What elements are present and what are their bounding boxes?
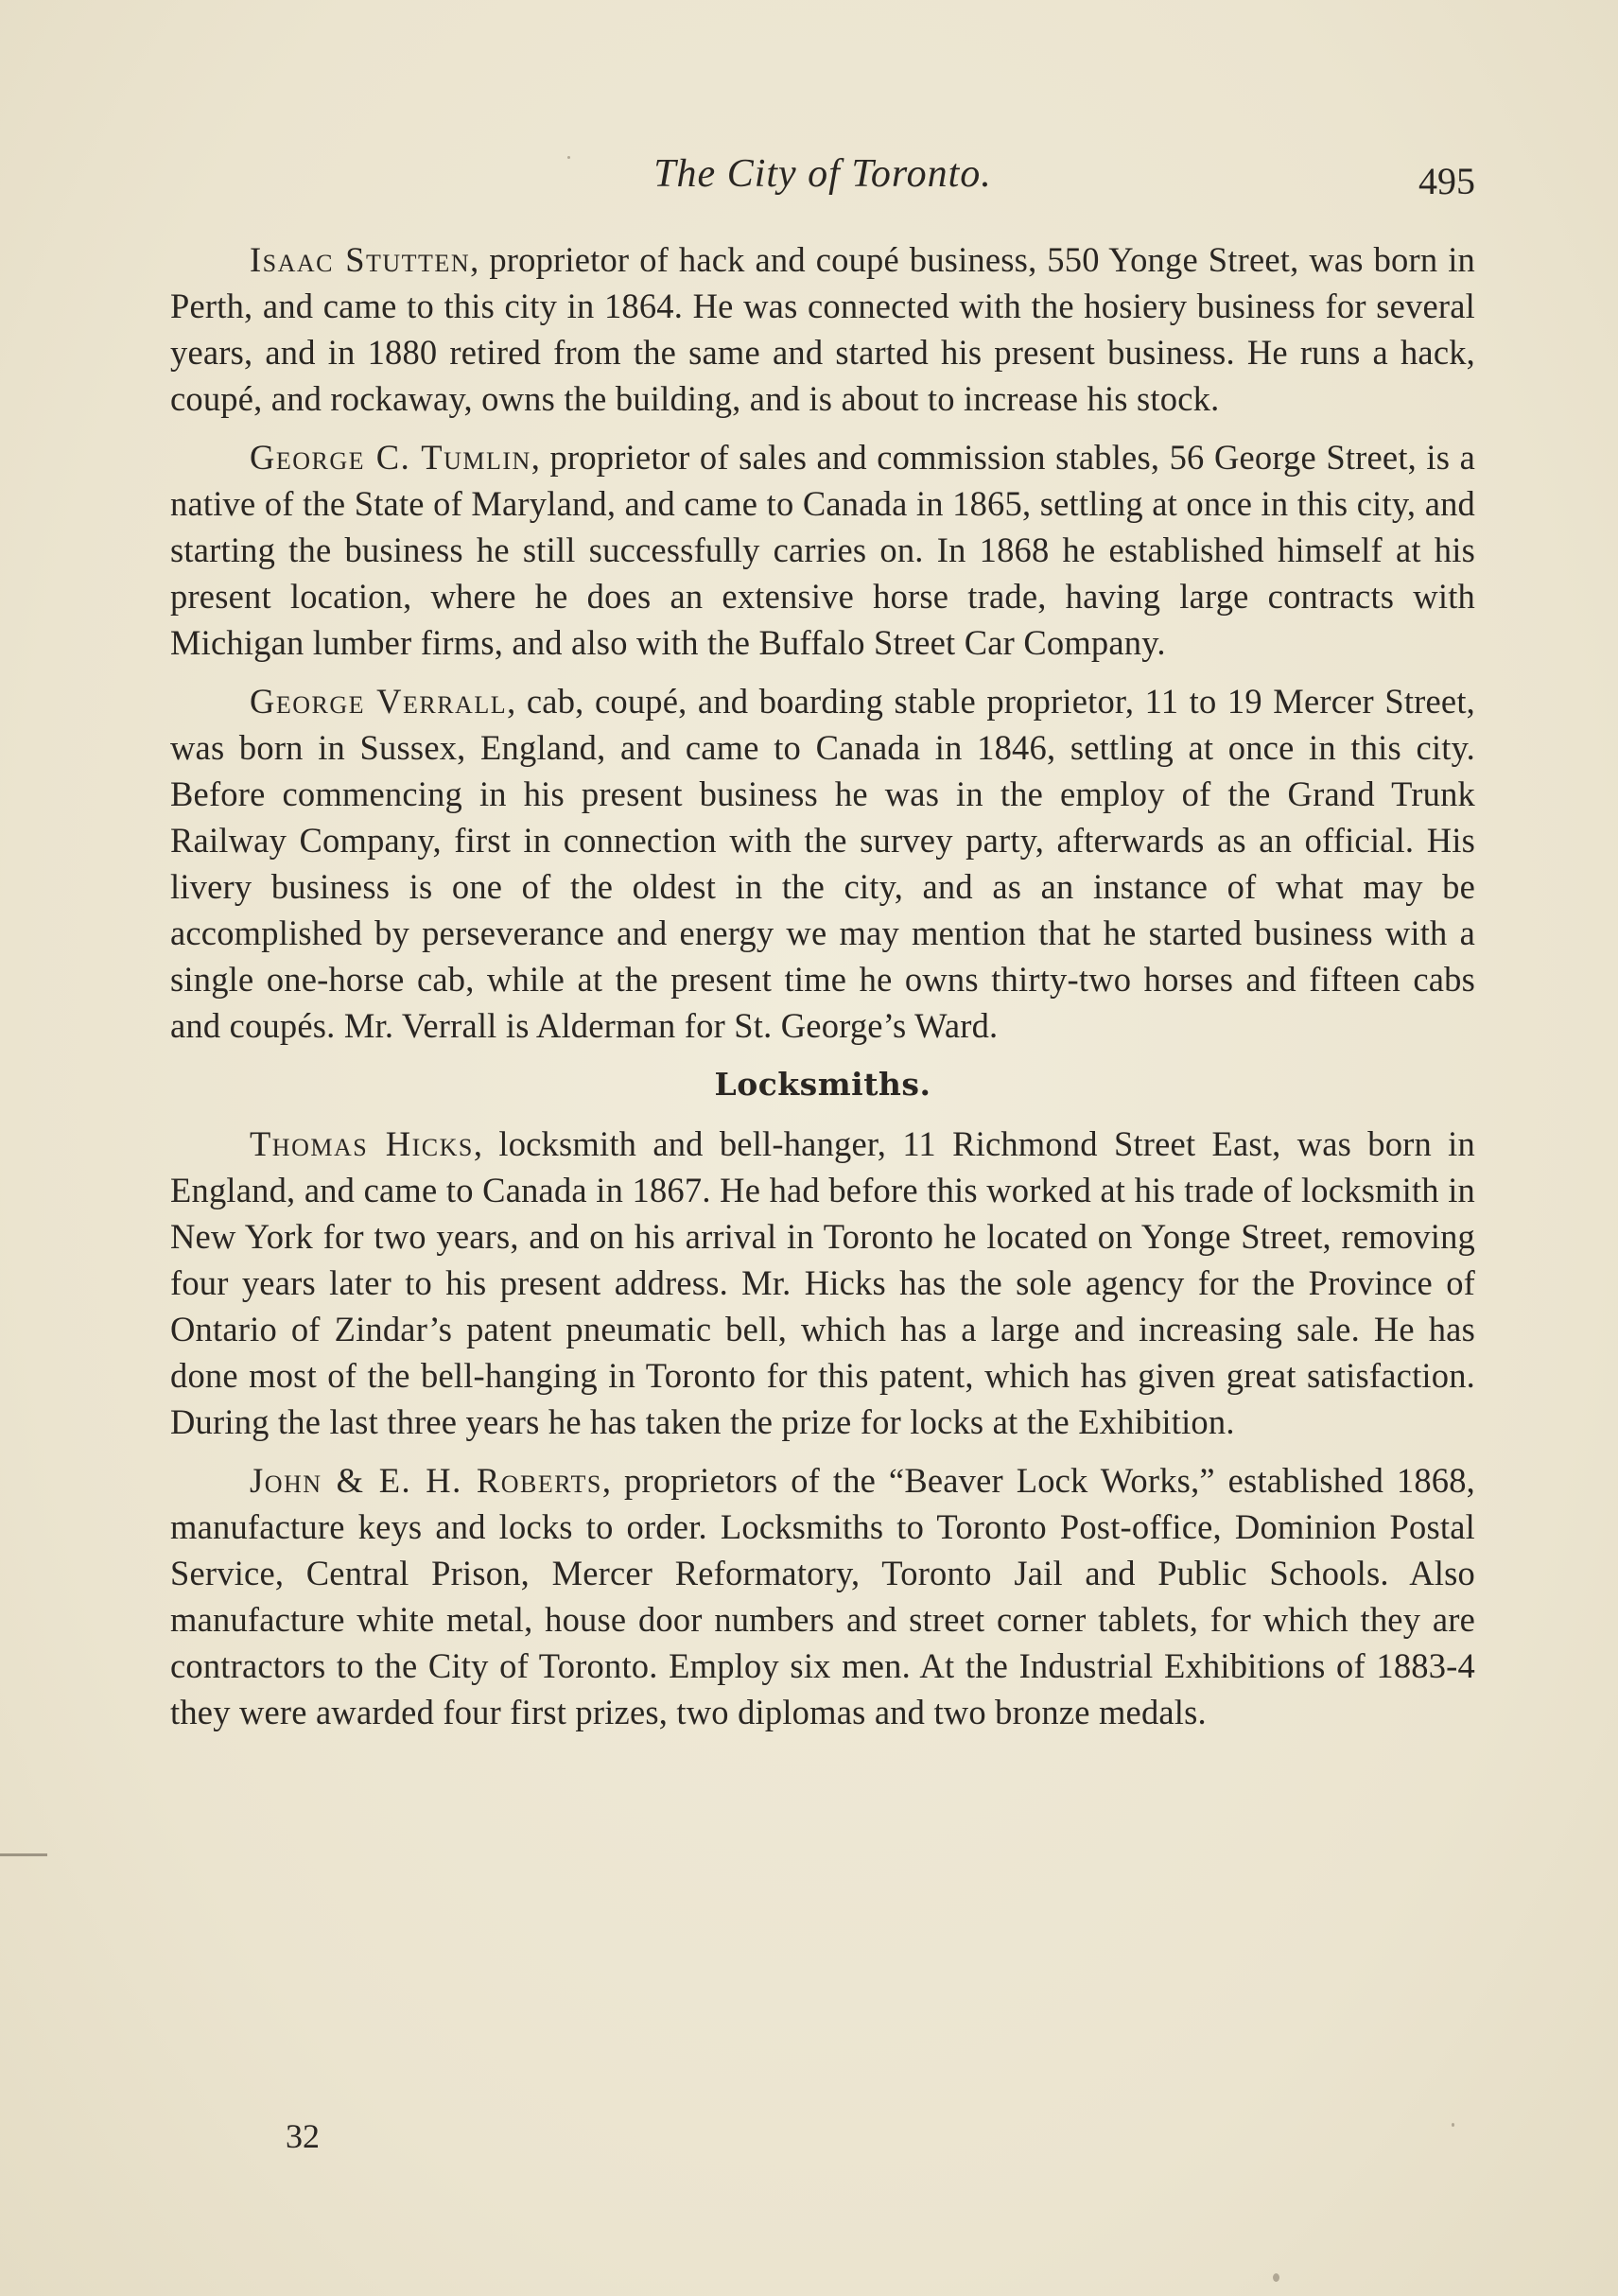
entry-name: George C. Tumlin <box>250 438 531 477</box>
entry-text: , proprietor of sales and commission stables, 56 George Street, is a native of the State of Maryland, and came to Canada in 1865, settling at once in this city, and starting the business he still successfully carries on. In 1868 he established himself at his present location, where he does an extensive horse trade, having large contracts with Michigan lumber firms, and also with the Buffalo Street Car Company. <box>170 438 1475 662</box>
entry-roberts <box>170 1457 1475 1735</box>
entry-name: John & E. H. Roberts <box>250 1461 602 1500</box>
paper-speck <box>1273 2273 1279 2282</box>
entry-george-verrall <box>170 678 1475 1049</box>
entry-text: , cab, coupé, and boarding stable proprietor, 11 to 19 Mercer Street, was born in Sussex, England, and came to Canada in 1846, settling at once in this city. Before commencing in his present business he was in the employ of the Grand Trunk Railway Company, first in connection with the survey party, afterwards as an official. His livery business is one of the oldest in the city, and as an instance of what may be accomplished by perseverance and energy we may mention that he started business with a single one-horse cab, while at the present time he owns thirty-two horses and fifteen cabs and coupés. Mr. Verrall is Alderman for St. George’s Ward. <box>170 682 1475 1045</box>
entry-isaac-stutten <box>170 236 1475 422</box>
signature-mark: 32 <box>286 2117 320 2155</box>
page-number: 495 <box>1418 160 1475 202</box>
section-heading-locksmiths: Locksmiths. <box>714 1066 931 1103</box>
running-title: The City of Toronto. <box>653 152 992 196</box>
entry-text: , locksmith and bell-hanger, 11 Richmond Street East, was born in England, and came to Canada in 1867. He had before this worked at his trade of locksmith in New York for two years, and on his arrival in Toronto he located on Yonge Street, removing four years later to his present address. Mr. Hicks has the sole agency for the Province of Ontario of Zindar’s patent pneumatic bell, which has a large and increasing sale. He has done most of the bell-hanging in Toronto for this patent, which has given great satisfaction. During the last three years he has taken the prize for locks at the Exhibition. <box>170 1124 1475 1441</box>
paper-speck <box>1452 2123 1454 2127</box>
running-head <box>170 151 1475 208</box>
entry-george-tumlin <box>170 434 1475 666</box>
entry-text: , proprietors of the “Beaver Lock Works,” established 1868, manufacture keys and locks to order. Locksmiths to Toronto Post-office, Dominion Postal Service, Central Prison, Mercer Reformatory, Toronto Jail and Public Schools. Also manufacture white metal, house door numbers and street corner tablets, for which they are contractors to the City of Toronto. Employ six men. At the Industrial Exhibitions of 1883-4 they were awarded four first prizes, two diplomas and two bronze medals. <box>170 1461 1476 1731</box>
paper-speck <box>567 156 570 159</box>
entry-text: , proprietor of hack and coupé business, 550 Yonge Street, was born in Perth, and came to this city in 1864. He was connected with the hosiery business for several years, and in 1880 retired from the same and started his present business. He runs a hack, coupé, and rockaway, owns the building, and is about to increase his stock. <box>170 240 1476 418</box>
entry-name: Thomas Hicks <box>250 1124 474 1163</box>
page-edge-mark <box>0 1853 47 1856</box>
body-text <box>170 236 1475 1735</box>
entry-name: George Verrall <box>250 682 508 721</box>
entry-thomas-hicks <box>170 1121 1475 1445</box>
entry-name: Isaac Stutten <box>250 240 471 279</box>
